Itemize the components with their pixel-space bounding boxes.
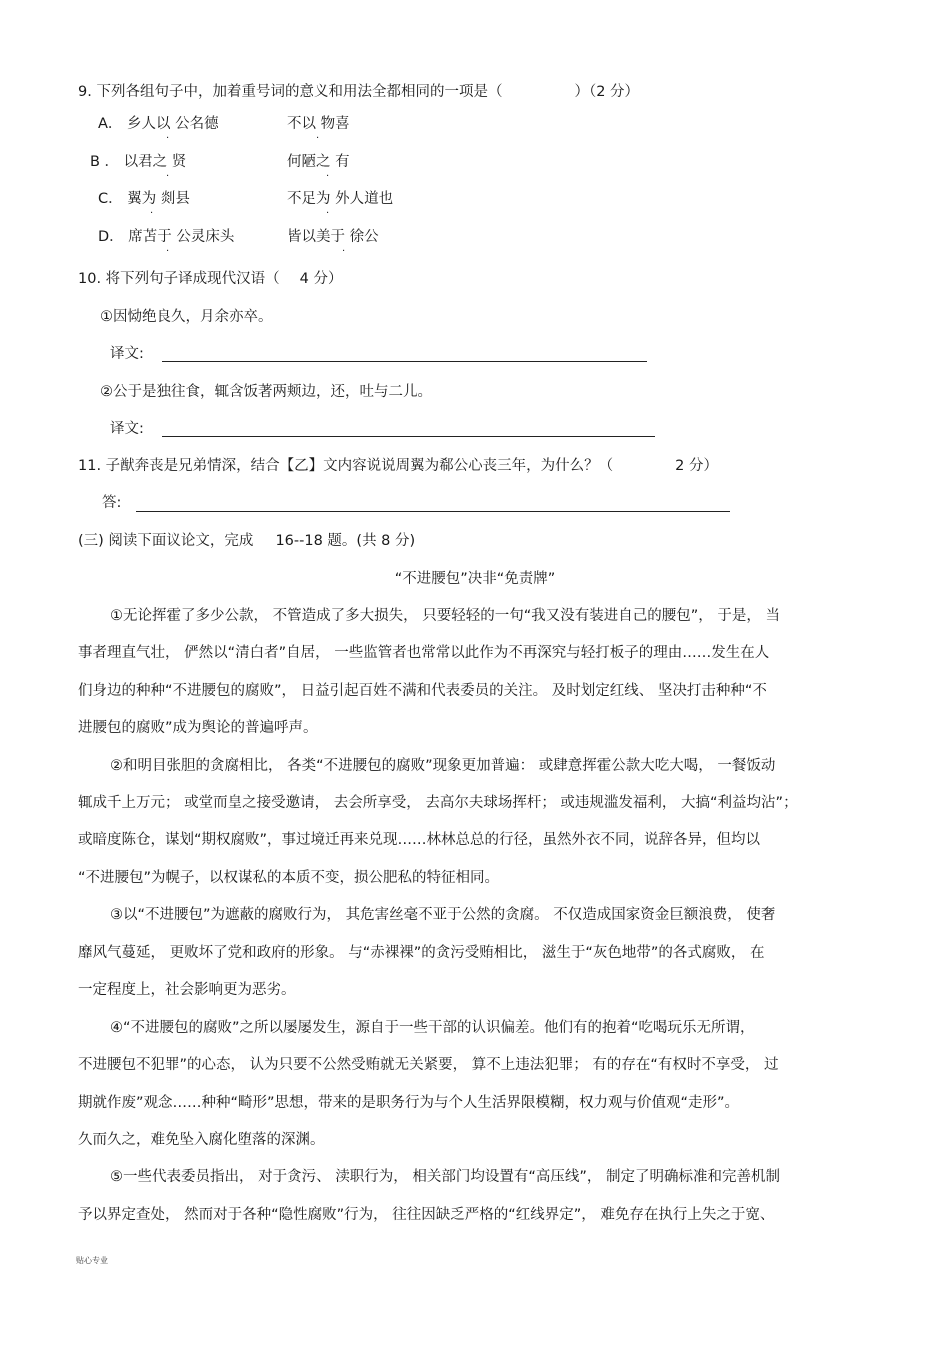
q9-option-a: A． 乡人以 公名德: [98, 116, 219, 132]
paragraph-2-line-1: ②和明目张胆的贪腐相比， 各类“不进腰包的腐败”现象更加普遍： 或肆意挥霍公款大吃大喝， 一餐饭动: [110, 758, 776, 774]
emphasis-dot: ·: [326, 208, 330, 219]
paragraph-3-line-2: 靡风气蔓延， 更败坏了党和政府的形象。 与“赤裸裸”的贪污受贿相比， 滋生于“灰色地带”的各式腐败， 在: [78, 945, 765, 961]
paragraph-1-line-3: 们身边的种种“不进腰包的腐败”， 日益引起百姓不满和代表委员的关注。 及时划定红线、 坚决打击种种“不: [78, 683, 767, 699]
q10-answer-line-2[interactable]: [162, 436, 655, 437]
emphasis-dot: ·: [342, 246, 346, 257]
paragraph-3-line-3: 一定程度上，社会影响更为恶劣。: [78, 982, 296, 998]
article-title: “不进腰包”决非“免责牌”: [394, 571, 556, 587]
q9-option-b-right: 何陋之 有: [287, 154, 350, 170]
q10-sentence-2: ②公于是独往食，辄含饭著两颊边，还，吐与二儿。: [100, 384, 432, 400]
q10-sentence-1: ①因恸绝良久，月余亦卒。: [100, 309, 273, 325]
paragraph-2-line-2: 辄成千上万元； 或堂而皇之接受邀请， 去会所享受， 去高尔夫球场挥杆； 或违规滥发福利， 大搞“利益均沾”；: [78, 795, 798, 811]
paragraph-4-line-1: ④“不进腰包的腐败”之所以屡屡发生，源自于一些干部的认识偏差。他们有的抱着“吃喝玩乐无所谓，: [110, 1020, 755, 1036]
q9-option-d-right: 皆以美于 徐公: [287, 229, 379, 245]
emphasis-dot: ·: [316, 133, 320, 144]
q9-option-c-right: 不足为 外人道也: [287, 191, 394, 207]
paragraph-3-line-1: ③以“不进腰包”为遮蔽的腐败行为， 其危害丝毫不亚于公然的贪腐。 不仅造成国家资金巨额浪费， 使奢: [110, 907, 776, 923]
emphasis-dot: ·: [166, 171, 170, 182]
emphasis-dot: ·: [150, 208, 154, 219]
q10-translation-label-1: 译文:: [110, 346, 144, 362]
paragraph-5-line-2: 予以界定查处， 然而对于各种“隐性腐败”行为， 往往因缺乏严格的“红线界定”， 难免存在执行上失之于宽、: [78, 1207, 775, 1223]
q10-stem: 10. 将下列句子译成现代汉语（ 4 分）: [78, 271, 343, 287]
q10-answer-line-1[interactable]: [162, 361, 647, 362]
page-footer: 贴心专业: [76, 1256, 108, 1265]
q11-stem: 11. 子猷奔丧是兄弟情深，结合【乙】文内容说说周翼为郗公心丧三年，为什么？（ 2 分）: [78, 458, 719, 474]
paragraph-2-line-4: “不进腰包”为幌子，以权谋私的本质不变，损公肥私的特征相同。: [78, 870, 500, 886]
q9-option-a-right: 不以 物喜: [287, 116, 350, 132]
paragraph-1-line-1: ①无论挥霍了多少公款， 不管造成了多大损失， 只要轻轻的一句“我又没有装进自己的腰包”， 于是， 当: [110, 608, 780, 624]
paragraph-1-line-2: 事者理直气壮， 俨然以“清白者”自居， 一些监管者也常常以此作为不再深究与轻打板子的理由……发生在人: [78, 645, 770, 661]
paragraph-1-line-4: 进腰包的腐败”成为舆论的普遍呼声。: [78, 720, 318, 736]
q11-answer-line[interactable]: [136, 511, 730, 512]
emphasis-dot: ·: [326, 171, 330, 182]
emphasis-dot: ·: [166, 133, 170, 144]
paragraph-4-line-4: 久而久之，难免坠入腐化堕落的深渊。: [78, 1132, 325, 1148]
q9-option-b: B ． 以君之 贤: [90, 154, 187, 170]
q9-stem: 9. 下列各组句子中，加着重号词的意义和用法全都相同的一项是（ ）（2 分）: [78, 84, 640, 100]
paragraph-4-line-3: 期就作废”观念……种种“畸形”思想，带来的是职务行为与个人生活界限模糊，权力观与价值观“走形”。: [78, 1095, 740, 1111]
paragraph-4-line-2: 不进腰包不犯罪”的心态， 认为只要不公然受贿就无关紧要， 算不上违法犯罪； 有的存在“有权时不享受， 过: [78, 1057, 779, 1073]
q9-option-d: D． 席苫于 公灵床头: [98, 229, 235, 245]
emphasis-dot: ·: [166, 246, 170, 257]
paragraph-2-line-3: 或暗度陈仓，谋划“期权腐败”，事过境迁再来兑现……林林总总的行径，虽然外衣不同，说辞各异，但均以: [78, 832, 761, 848]
q9-option-c: C． 翼为 剡县: [98, 191, 190, 207]
q10-translation-label-2: 译文:: [110, 421, 144, 437]
section3-intro: (三) 阅读下面议论文，完成 16--18 题。(共 8 分): [78, 533, 416, 549]
paragraph-5-line-1: ⑤一些代表委员指出， 对于贪污、 渎职行为， 相关部门均设置有“高压线”， 制定了明确标准和完善机制: [110, 1169, 780, 1185]
q11-answer-label: 答:: [102, 495, 122, 511]
